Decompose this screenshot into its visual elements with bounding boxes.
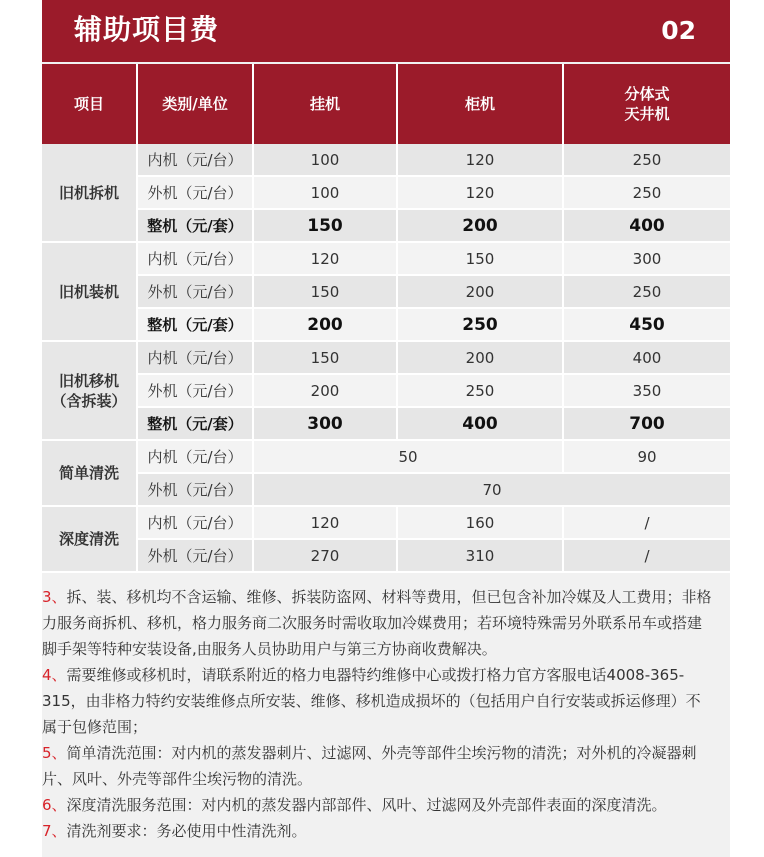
col-header-wall: 挂机 bbox=[254, 64, 398, 144]
value-cell: 150 bbox=[254, 210, 398, 243]
col-header-item: 项目 bbox=[42, 64, 138, 144]
value-cell: 200 bbox=[398, 276, 564, 309]
value-cell: 150 bbox=[254, 276, 398, 309]
value-cell: 250 bbox=[564, 276, 730, 309]
section-title: 辅助项目费 bbox=[74, 13, 220, 46]
table-row bbox=[42, 441, 730, 474]
note-number: 6、 bbox=[42, 796, 67, 814]
col-header-ceiling-line2: 天井机 bbox=[624, 105, 670, 123]
value-cell: 100 bbox=[254, 144, 398, 177]
fee-table bbox=[42, 64, 730, 573]
value-cell: / bbox=[564, 540, 730, 573]
item-name-line: 旧机拆机 bbox=[58, 183, 119, 202]
value-cell: 160 bbox=[398, 507, 564, 540]
value-cell: 120 bbox=[254, 243, 398, 276]
category-cell: 外机（元/台） bbox=[138, 540, 254, 573]
value-cell: 400 bbox=[564, 342, 730, 375]
value-cell: 250 bbox=[398, 309, 564, 342]
category-cell: 外机（元/台） bbox=[138, 474, 254, 507]
note-text: 深度清洗服务范围：对内机的蒸发器内部部件、风叶、过滤网及外壳部件表面的深度清洗。 bbox=[66, 796, 667, 814]
value-cell: 50 bbox=[254, 441, 564, 474]
note-item bbox=[42, 792, 730, 818]
value-cell: 300 bbox=[254, 408, 398, 441]
value-cell: 250 bbox=[564, 144, 730, 177]
col-header-cabinet: 柜机 bbox=[398, 64, 564, 144]
value-cell: 200 bbox=[254, 375, 398, 408]
category-cell: 整机（元/套） bbox=[138, 210, 254, 243]
category-cell: 内机（元/台） bbox=[138, 441, 254, 474]
note-text: 清洗剂要求：务必使用中性清洗剂。 bbox=[66, 822, 307, 840]
note-text: 需要维修或移机时，请联系附近的格力电器特约维修中心或拨打格力官方客服电话4008-365-315，由非格力特约安装维修点所安装、维修、移机造成损坏的（包括用户自行安装或拆运修理）不属于包修范围； bbox=[42, 666, 701, 736]
note-number: 7、 bbox=[42, 822, 67, 840]
category-cell: 内机（元/台） bbox=[138, 243, 254, 276]
category-cell: 外机（元/台） bbox=[138, 375, 254, 408]
category-cell: 外机（元/台） bbox=[138, 276, 254, 309]
value-cell: 90 bbox=[564, 441, 730, 474]
value-cell: 150 bbox=[398, 243, 564, 276]
table-row bbox=[42, 375, 730, 408]
table-row bbox=[42, 540, 730, 573]
item-name-cell bbox=[42, 144, 138, 243]
value-cell: 300 bbox=[564, 243, 730, 276]
value-cell: 70 bbox=[254, 474, 730, 507]
section-number: 02 bbox=[661, 16, 696, 45]
item-name-cell bbox=[42, 507, 138, 573]
note-item bbox=[42, 740, 730, 792]
value-cell: 450 bbox=[564, 309, 730, 342]
value-cell: 120 bbox=[254, 507, 398, 540]
value-cell: 700 bbox=[564, 408, 730, 441]
value-cell: 200 bbox=[254, 309, 398, 342]
item-name-cell bbox=[42, 342, 138, 441]
value-cell: 270 bbox=[254, 540, 398, 573]
item-name-line: 旧机装机 bbox=[58, 282, 119, 301]
value-cell: 120 bbox=[398, 177, 564, 210]
note-item bbox=[42, 584, 730, 662]
value-cell: 200 bbox=[398, 342, 564, 375]
item-name-line: （含拆装） bbox=[51, 391, 127, 410]
item-name-cell bbox=[42, 441, 138, 507]
note-text: 拆、装、移机均不含运输、维修、拆装防盗网、材料等费用，但已包含补加冷媒及人工费用；非格力服务商拆机、移机，格力服务商二次服务时需收取加冷媒费用；若环境特殊需另外联系吊车或搭建脚手架等特种安装设备,由服务人员协助用户与第三方协商收费解决。 bbox=[42, 588, 712, 658]
table-row bbox=[42, 309, 730, 342]
category-cell: 内机（元/台） bbox=[138, 507, 254, 540]
col-header-ceiling bbox=[564, 64, 730, 144]
col-header-ceiling-line1: 分体式 bbox=[624, 85, 670, 103]
table-row bbox=[42, 243, 730, 276]
table-row bbox=[42, 276, 730, 309]
item-name-line: 深度清洗 bbox=[58, 530, 119, 548]
value-cell: 120 bbox=[398, 144, 564, 177]
value-cell: 310 bbox=[398, 540, 564, 573]
value-cell: 250 bbox=[398, 375, 564, 408]
note-text: 简单清洗范围：对内机的蒸发器刺片、过滤网、外壳等部件尘埃污物的清洗；对外机的冷凝器刺片、风叶、外壳等部件尘埃污物的清洗。 bbox=[42, 744, 697, 788]
note-item bbox=[42, 662, 730, 740]
table-row bbox=[42, 177, 730, 210]
table-row bbox=[42, 408, 730, 441]
notes bbox=[42, 584, 730, 844]
table-row bbox=[42, 144, 730, 177]
value-cell: 350 bbox=[564, 375, 730, 408]
table-row bbox=[42, 474, 730, 507]
value-cell: 250 bbox=[564, 177, 730, 210]
table-row bbox=[42, 342, 730, 375]
category-cell: 内机（元/台） bbox=[138, 342, 254, 375]
value-cell: / bbox=[564, 507, 730, 540]
item-name-line: 简单清洗 bbox=[58, 464, 119, 482]
note-item bbox=[42, 818, 730, 844]
note-number: 4、 bbox=[42, 666, 67, 684]
table-row bbox=[42, 210, 730, 243]
value-cell: 400 bbox=[398, 408, 564, 441]
col-header-category: 类别/单位 bbox=[138, 64, 254, 144]
value-cell: 400 bbox=[564, 210, 730, 243]
section-header bbox=[42, 0, 730, 62]
category-cell: 外机（元/台） bbox=[138, 177, 254, 210]
category-cell: 整机（元/套） bbox=[138, 408, 254, 441]
item-name-line: 旧机移机 bbox=[58, 371, 119, 390]
value-cell: 150 bbox=[254, 342, 398, 375]
table-header-row bbox=[42, 64, 730, 144]
category-cell: 内机（元/台） bbox=[138, 144, 254, 177]
fee-card bbox=[42, 0, 730, 857]
note-number: 3、 bbox=[42, 588, 67, 606]
value-cell: 200 bbox=[398, 210, 564, 243]
item-name-cell bbox=[42, 243, 138, 342]
category-cell: 整机（元/套） bbox=[138, 309, 254, 342]
value-cell: 100 bbox=[254, 177, 398, 210]
table-row bbox=[42, 507, 730, 540]
note-number: 5、 bbox=[42, 744, 67, 762]
